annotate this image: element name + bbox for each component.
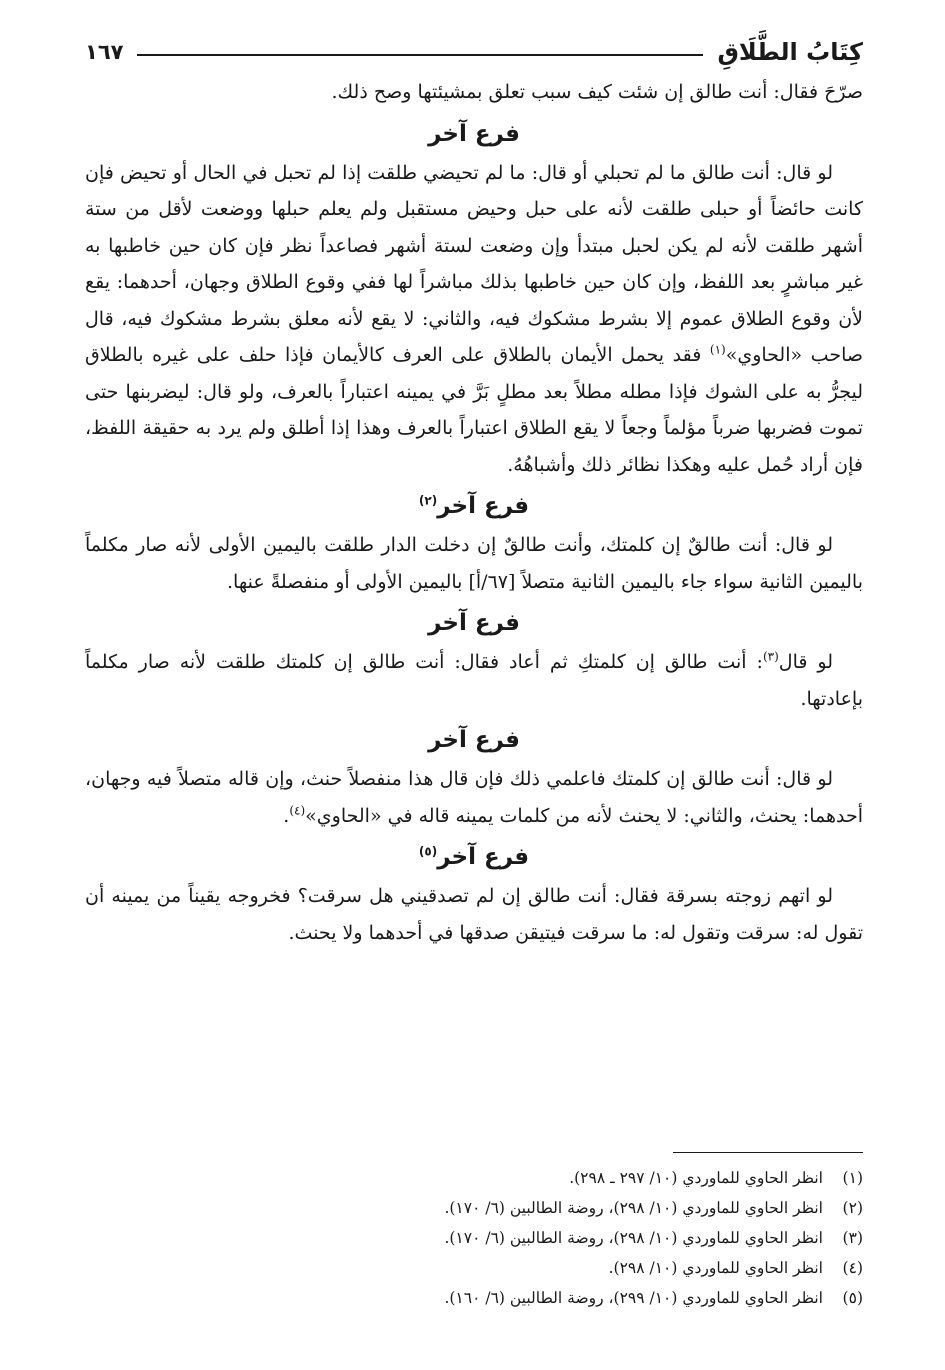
section-heading: فرع آخر$^{(٢)}$ xyxy=(418,493,530,519)
section-heading: فرع آخر xyxy=(428,120,520,147)
footnote-marker: (٢) xyxy=(418,493,438,508)
footnote-marker: (٤) xyxy=(289,803,306,818)
paragraph: لو قال: أنت طالق إن كلمتك فاعلمي ذلك فإن قال هذا منفصلاً حنث، وإن قاله متصلاً فيه وجهان، أحدهما: يحنث، والثاني: لا يحنث لأنه من كلمات يمينه قاله في «الحاوي»$^{(٤)}$. xyxy=(85,768,863,827)
book-title: كِتَابُ الطَّلَاقِ xyxy=(717,38,863,66)
running-header xyxy=(85,30,863,74)
paragraph: لو قال$^{(٣)}$: أنت طالق إن كلمتكِ ثم أعاد فقال: أنت طالق إن كلمتك طلقت لأنه صار مكلماً بإعادتها. xyxy=(85,649,863,710)
footnote: (١) انظر الحاوي للماوردي (١٠/ ٢٩٧ ـ ٢٩٨). xyxy=(569,1169,863,1187)
section-heading: فرع آخر xyxy=(428,610,520,636)
footnote: (٣) انظر الحاوي للماوردي (١٠/ ٢٩٨)، روضة الطالبين (٦/ ١٧٠). xyxy=(444,1229,863,1247)
document-page xyxy=(85,30,863,1350)
page-number: ١٦٧ xyxy=(85,40,124,64)
footnote-rule xyxy=(673,1152,863,1153)
section-heading: فرع آخر$^{(٥)}$ xyxy=(418,844,530,870)
section-heading: فرع آخر xyxy=(428,727,520,753)
header-rule xyxy=(137,54,703,56)
footnote-marker: (١) xyxy=(709,342,726,357)
footnote: (٢) انظر الحاوي للماوردي (١٠/ ٢٩٨)، روضة الطالبين (٦/ ١٧٠). xyxy=(444,1199,863,1217)
footnote-marker: (٥) xyxy=(418,844,438,859)
footnote: (٥) انظر الحاوي للماوردي (١٠/ ٢٩٩)، روضة الطالبين (٦/ ١٦٠). xyxy=(444,1289,863,1307)
paragraph: لو اتهم زوجته بسرقة فقال: أنت طالق إن لم تصدقيني هل سرقت؟ فخروجه يقيناً من يمينه أن تقول له: سرقت وتقول له: ما سرقت فيتيقن صدقها في أحدهما ولا يحنث. xyxy=(85,885,863,944)
footnotes xyxy=(85,1152,863,1313)
paragraph: لو قال: أنت طالق ما لم تحبلي أو قال: ما لم تحيضي طلقت إذا لم تحبل في الحال أو تحيض فإن كانت حائضاً أو حبلى طلقت لأنه على حبل وحيض مستقبل ولم يعلم حبلها ووضعت لأقل من ستة أشهر طلقت لأنه لم يكن لحبل مبتدأ وإن وضعت لستة أشهر فصاعداً نظر فإن كان حين خاطبها به غير مباشرٍ بعد اللفظ، وإن كان حين خاطبها بذلك مباشراً لها ففي وقوع الطلاق وجهان، أحدهما: يقع لأن وقوع الطلاق عموم إلا بشرط مشكوك فيه، والثاني: لا يقع لأنه معلق بشرط مشكوك فيه، قال صاحب «الحاوي»$^{(١)}$ فقد يحمل الأيمان بالطلاق على العرف كالأيمان فإذا حلف على غيره بالطلاق ليجرُّ به على الشوك فإذا مطله مطلاً بعد مطلٍ بَرَّ في يمينه اعتباراً بالعرف، ولو قال: ليضربنها حتى تموت فضربها ضرباً مؤلماً وجعاً لا يقع الطلاق اعتباراً بالعرف وهذا إذا أطلق ولم يرد به حقيقة اللفظ، فإن أراد حُمل عليه وهكذا نظائر ذلك وأشباهُهُ. xyxy=(85,161,863,476)
footnote: (٤) انظر الحاوي للماوردي (١٠/ ٢٩٨). xyxy=(608,1259,863,1277)
paragraph: لو قال: أنت طالقٌ إن كلمتك، وأنت طالقٌ إن دخلت الدار طلقت باليمين الأولى لأنه صار مكلماً باليمين الثانية سواء جاء باليمين الثانية متصلاً [٦٧/أ] باليمين الأولى أو منفصلةً عنها. xyxy=(85,534,863,593)
paragraph: صرّحَ فقال: أنت طالق إن شئت كيف سبب تعلق بمشيئتها وصح ذلك. xyxy=(331,81,863,103)
main-text xyxy=(85,74,863,951)
footnote-marker: (٣) xyxy=(762,649,779,664)
